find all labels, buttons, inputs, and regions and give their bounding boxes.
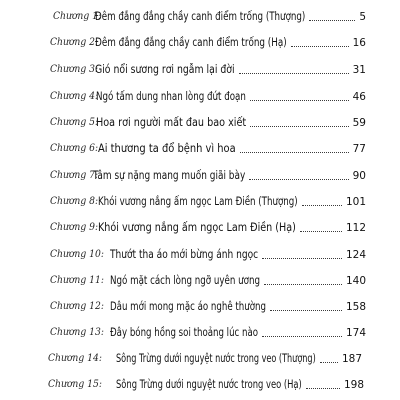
chapter-label: Chương 8: [50,196,99,207]
dot-leader [250,126,349,127]
toc-entry [0,32,400,58]
dot-leader [264,284,342,285]
chapter-label: Chương 4: [50,91,99,102]
page-number: 46 [352,91,366,103]
toc-entry [0,165,400,191]
page-number: 158 [345,301,366,313]
dot-leader [302,205,342,206]
page-number: 198 [343,379,364,391]
chapter-title: Sông Trừng dưới nguyệt nước trong veo (Hạ) [116,378,302,391]
toc-entry [0,112,400,138]
page-number: 187 [341,353,362,365]
page-number: 77 [352,143,366,155]
chapter-label: Chương 1: [53,11,102,22]
chapter-label: Chương 14: [48,353,102,364]
dot-leader [270,310,342,311]
toc-entry [0,296,400,322]
chapter-label: Chương 6: [50,143,99,154]
chapter-label: Chương 12: [50,301,104,312]
dot-leader [240,152,349,153]
toc-entry [0,244,400,270]
chapter-title: Dâu mới mong mặc áo nghê thường [110,300,266,313]
chapter-title: Ai thương ta đổ bệnh vì hoa [98,142,236,155]
chapter-label: Chương 9: [50,222,99,233]
chapter-title: Ngó mặt cách lòng ngỡ uyên ương [110,274,260,287]
toc-entry [0,6,400,32]
dot-leader [250,100,349,101]
dot-leader [239,73,349,74]
dot-leader [262,258,342,259]
chapter-title: Ngó tấm dung nhan lòng đứt đoạn [96,90,246,103]
toc-entry [0,138,400,164]
dot-leader [300,231,342,232]
page-number: 16 [352,37,366,49]
chapter-title: Khói vương nắng ấm ngọc Lam Điền (Thượng) [98,195,298,208]
page-number: 59 [352,117,366,129]
dot-leader [262,336,342,337]
cropped-next-entry [44,386,400,400]
chapter-label: Chương 5: [50,117,99,128]
page-number: 5 [359,11,366,23]
toc-entry [0,191,400,217]
chapter-title: Đây bóng hồng soi thoảng lúc nào [110,326,259,339]
chapter-title: Gió nổi sương rơi ngẫm lại đời [95,63,235,76]
page-number: 124 [345,249,366,261]
chapter-title: Sông Trừng dưới nguyệt nước trong veo (Thượng) [116,352,316,365]
toc-entry [0,86,400,112]
toc-entry [0,59,400,85]
chapter-title: Hoa rơi người mất đau bao xiết [96,116,247,129]
page-number: 90 [352,170,366,182]
page-number: 112 [345,222,366,234]
dot-leader [320,362,338,363]
toc-entry [0,348,400,374]
chapter-label: Chương 3: [50,64,99,75]
chapter-label: Chương 10: [50,249,104,260]
dot-leader [291,46,349,47]
dot-leader [309,20,355,21]
chapter-label: Chương 11: [50,275,104,286]
chapter-label: Chương 15: [48,379,102,390]
toc-entry [0,217,400,243]
chapter-title: Đêm đẳng đẳng chầy canh điểm trống (Hạ) [95,36,287,49]
page-number: 140 [345,275,366,287]
chapter-label: Chương 7: [50,170,99,181]
page-number: 31 [352,64,366,76]
toc-entry [0,270,400,296]
page-number: 174 [345,327,366,339]
chapter-label: Chương 2: [50,37,99,48]
toc-entry [0,322,400,348]
page-number: 101 [345,196,366,208]
chapter-title: Đêm đẳng đẳng chầy canh điểm trống (Thượng) [95,10,306,23]
chapter-title: Thướt tha áo mới bừng ánh ngọc [110,248,259,261]
dot-leader [249,179,349,180]
chapter-title: Tâm sự nặng mang muốn giãi bày [93,169,246,182]
chapter-title: Khói vương nắng ấm ngọc Lam Điền (Hạ) [98,221,296,234]
chapter-label: Chương 13: [50,327,104,338]
